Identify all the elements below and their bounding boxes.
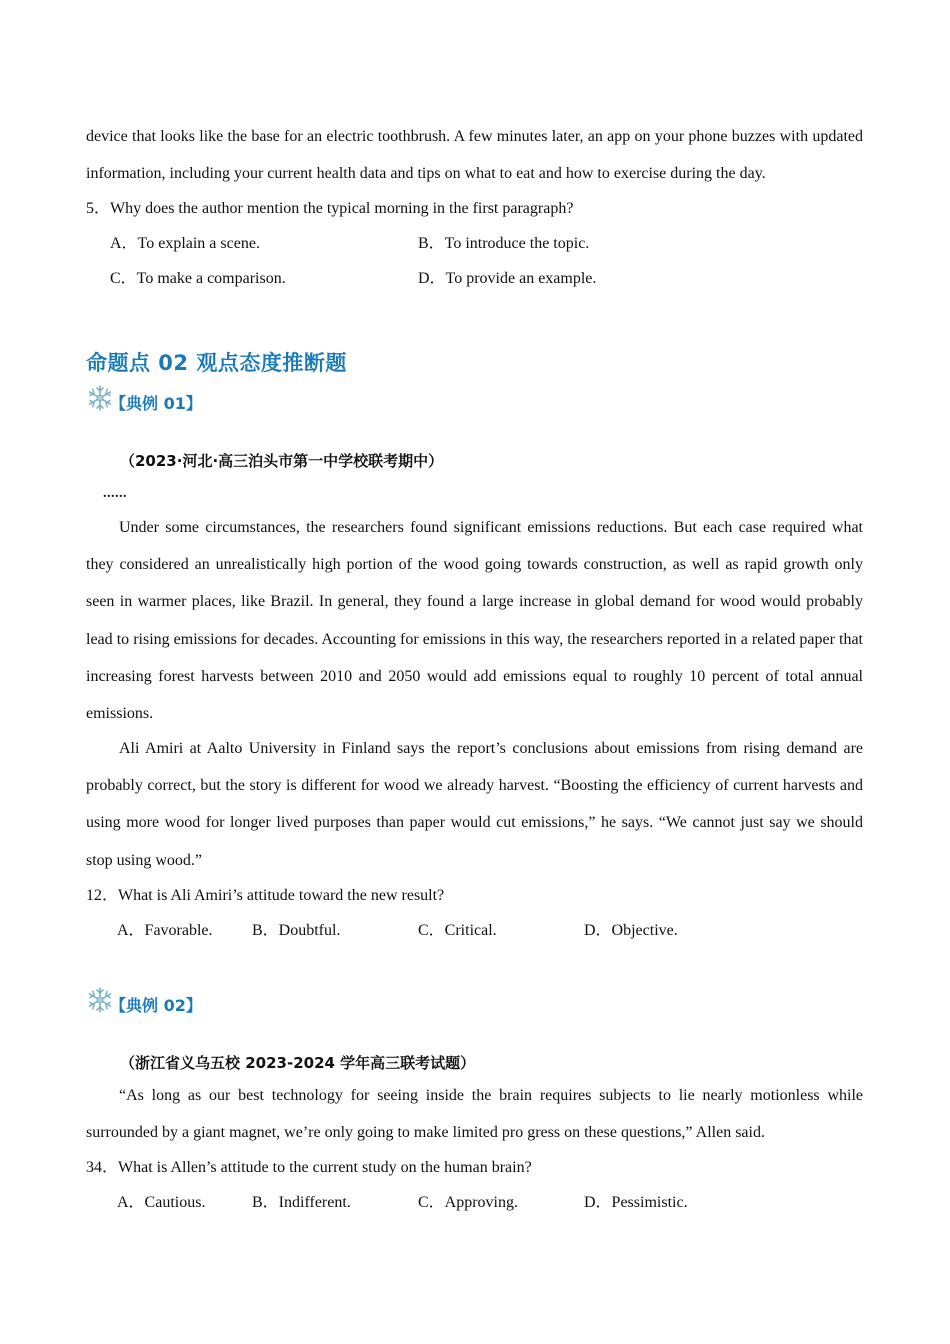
example-1-ellipsis: ...... bbox=[103, 486, 127, 501]
question-5-option-b: B．To introduce the topic. bbox=[418, 235, 590, 252]
example-1-label: 【典例 01】 bbox=[110, 394, 202, 413]
example-2-header bbox=[86, 986, 202, 1014]
question-34-stem: 34．What is Allen’s attitude to the current study on the human brain? bbox=[86, 1159, 532, 1176]
example-2-label: 【典例 02】 bbox=[110, 996, 202, 1015]
continuation-paragraph: device that looks like the base for an electric toothbrush. A few minutes later, an app on your phone buzzes with updated information, including your current health data and tips on what to eat and how to exercise during the day. bbox=[86, 128, 863, 183]
question-12-option-b: B．Doubtful. bbox=[252, 922, 341, 939]
section-title: 命题点 02 观点态度推断题 bbox=[86, 351, 347, 375]
question-5-option-a: A．To explain a scene. bbox=[110, 235, 260, 252]
example-1-header bbox=[86, 384, 202, 412]
question-12-option-d: D．Objective. bbox=[584, 922, 678, 939]
example-1-paragraph-2: Ali Amiri at Aalto University in Finland says the report’s conclusions about emissions from rising demand are probably correct, but the story is different for wood we already harvest. “Boosting the efficiency of current harvests and using more wood for longer lived purposes than paper would cut emissions,” he says. “We cannot just say we should stop using wood.” bbox=[86, 740, 863, 869]
example-1-paragraph-1: Under some circumstances, the researchers found significant emissions reductions. But each case required what they considered an unrealistically high portion of the wood going towards construction, as well as rapid growth only seen in warmer places, like Brazil. In general, they found a large increase in global demand for wood would probably lead to rising emissions for decades. Accounting for emissions in this way, the researchers reported in a related paper that increasing forest harvests between 2010 and 2050 would add emissions equal to roughly 10 percent of total annual emissions. bbox=[86, 519, 863, 723]
question-12-stem: 12．What is Ali Amiri’s attitude toward the new result? bbox=[86, 887, 445, 904]
question-34-option-d: D．Pessimistic. bbox=[584, 1194, 688, 1211]
example-2-source: （浙江省义乌五校 2023-2024 学年高三联考试题） bbox=[120, 1054, 476, 1072]
question-12-option-c: C．Critical. bbox=[418, 922, 497, 939]
question-5-stem: 5．Why does the author mention the typical morning in the first paragraph? bbox=[86, 200, 574, 217]
question-5-option-c: C．To make a comparison. bbox=[110, 270, 286, 287]
question-34-option-c: C．Approving. bbox=[418, 1194, 519, 1211]
question-34-option-b: B．Indifferent. bbox=[252, 1194, 351, 1211]
question-12-option-a: A．Favorable. bbox=[117, 922, 213, 939]
example-1-source: （2023·河北·高三泊头市第一中学校联考期中） bbox=[120, 452, 444, 470]
question-34-option-a: A．Cautious. bbox=[117, 1194, 206, 1211]
example-2-paragraph-1: “As long as our best technology for seeing inside the brain requires subjects to lie nearly motionless while surrounded by a giant magnet, we’re only going to make limited pro gress on these questions,” Allen said. bbox=[86, 1087, 863, 1142]
question-5-option-d: D．To provide an example. bbox=[418, 270, 597, 287]
